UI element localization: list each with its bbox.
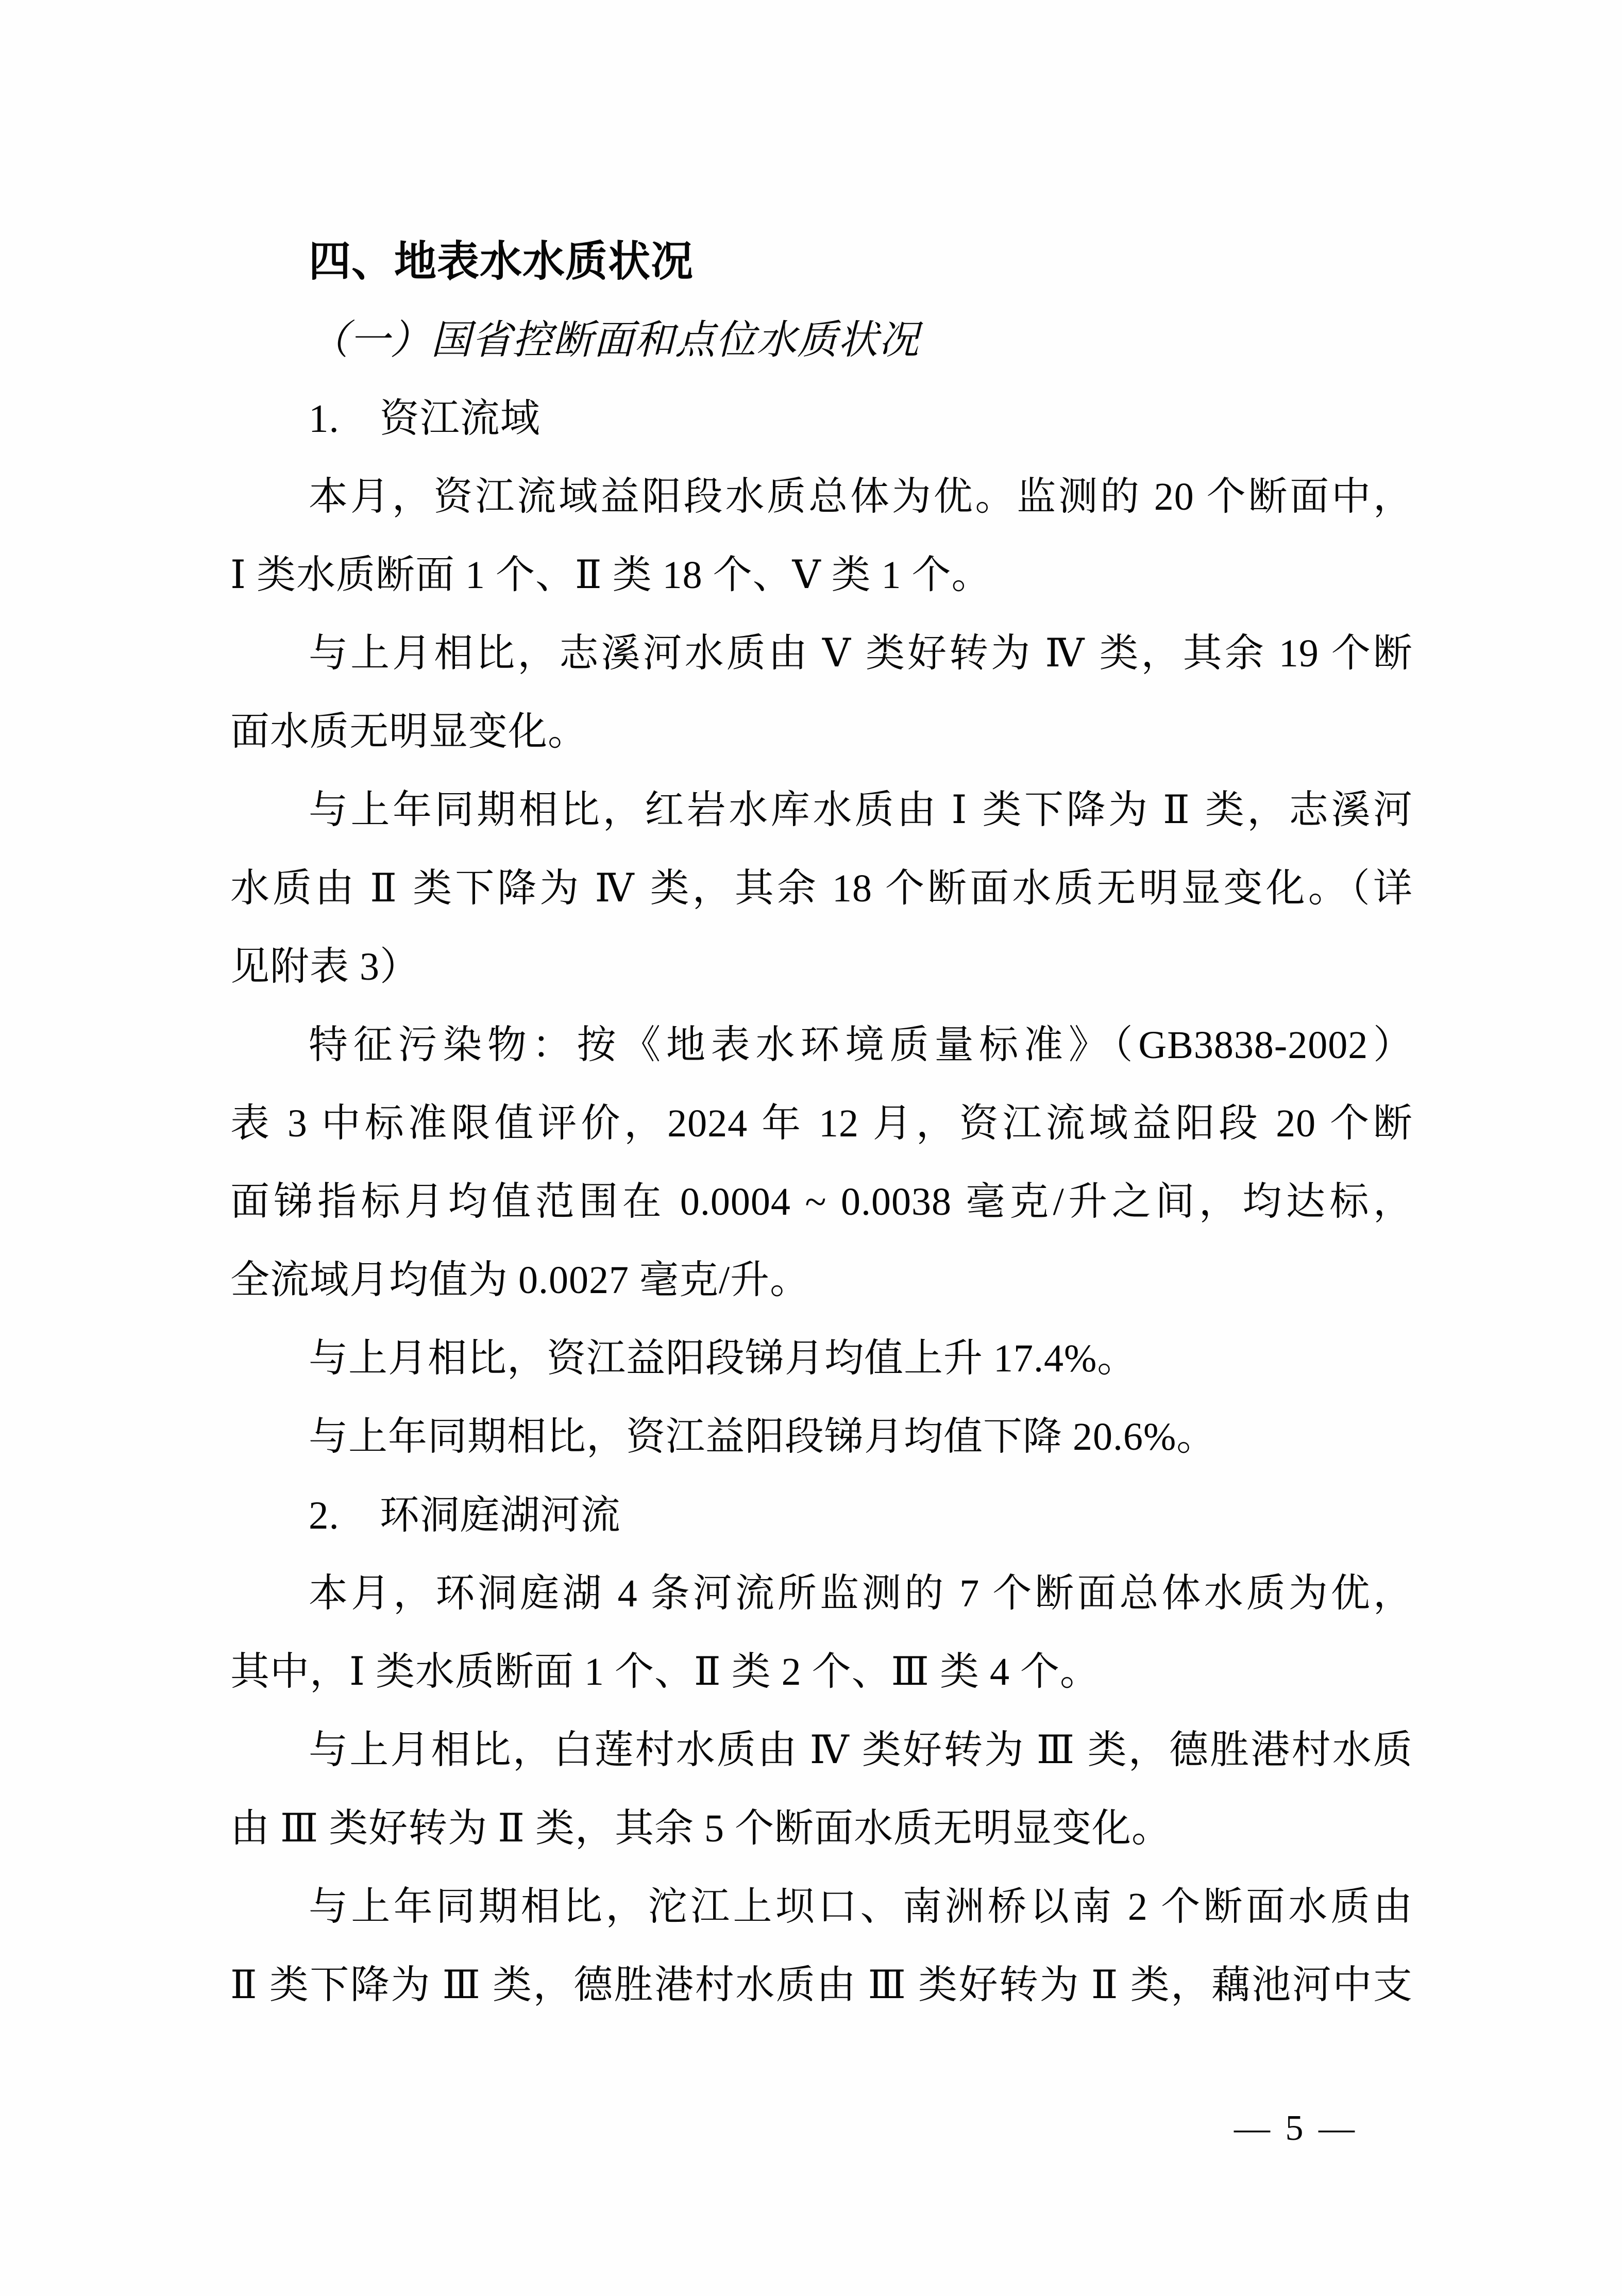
paragraph-line-14: 全流域月均值为 0.0027 毫克/升。 bbox=[230, 1259, 810, 1302]
paragraph-line-21: 由 Ⅲ 类好转为 Ⅱ 类，其余 5 个断面水质无明显变化。 bbox=[230, 1807, 1171, 1850]
paragraph-line-7: 面水质无明显变化。 bbox=[230, 710, 587, 753]
paragraph-line-8: 与上年同期相比，红岩水库水质由 Ⅰ 类下降为 Ⅱ 类，志溪河 bbox=[309, 789, 1413, 832]
paragraph-line-6: 与上月相比，志溪河水质由 Ⅴ 类好转为 Ⅳ 类，其余 19 个断 bbox=[309, 632, 1413, 675]
item-heading-17: 2. 环洞庭湖河流 bbox=[309, 1493, 621, 1537]
paragraph-line-20: 与上月相比，白莲村水质由 Ⅳ 类好转为 Ⅲ 类，德胜港村水质 bbox=[309, 1729, 1413, 1772]
paragraph-line-9: 水质由 Ⅱ 类下降为 Ⅳ 类，其余 18 个断面水质无明显变化。（详 bbox=[230, 867, 1413, 910]
paragraph-line-18: 本月，环洞庭湖 4 条河流所监测的 7 个断面总体水质为优， bbox=[309, 1572, 1413, 1615]
paragraph-line-22: 与上年同期相比，沱江上坝口、南洲桥以南 2 个断面水质由 bbox=[309, 1885, 1413, 1929]
paragraph-line-11: 特征污染物：按《地表水环境质量标准》（GB3838-2002） bbox=[309, 1024, 1413, 1067]
paragraph-line-12: 表 3 中标准限值评价，2024 年 12 月，资江流域益阳段 20 个断 bbox=[230, 1102, 1413, 1145]
paragraph-line-16: 与上年同期相比，资江益阳段锑月均值下降 20.6%。 bbox=[309, 1415, 1216, 1459]
paragraph-line-5: Ⅰ 类水质断面 1 个、Ⅱ 类 18 个、Ⅴ 类 1 个。 bbox=[230, 554, 991, 597]
subsection-heading-2: （一）国省控断面和点位水质状况 bbox=[309, 317, 920, 362]
paragraph-line-10: 见附表 3） bbox=[230, 945, 419, 988]
paragraph-line-19: 其中，Ⅰ 类水质断面 1 个、Ⅱ 类 2 个、Ⅲ 类 4 个。 bbox=[230, 1650, 1100, 1694]
item-heading-3: 1. 资江流域 bbox=[309, 396, 540, 441]
paragraph-line-15: 与上月相比，资江益阳段锑月均值上升 17.4%。 bbox=[309, 1337, 1137, 1380]
document-body bbox=[230, 223, 1413, 2024]
paragraph-line-4: 本月，资江流域益阳段水质总体为优。监测的 20 个断面中， bbox=[309, 475, 1413, 518]
paragraph-line-13: 面锑指标月均值范围在 0.0004 ~ 0.0038 毫克/升之间，均达标， bbox=[230, 1180, 1413, 1224]
page-number: — 5 — bbox=[1234, 2108, 1358, 2148]
paragraph-line-23: Ⅱ 类下降为 Ⅲ 类，德胜港村水质由 Ⅲ 类好转为 Ⅱ 类，藕池河中支 bbox=[230, 1964, 1413, 2007]
section-heading-1: 四、地表水水质状况 bbox=[309, 238, 694, 285]
